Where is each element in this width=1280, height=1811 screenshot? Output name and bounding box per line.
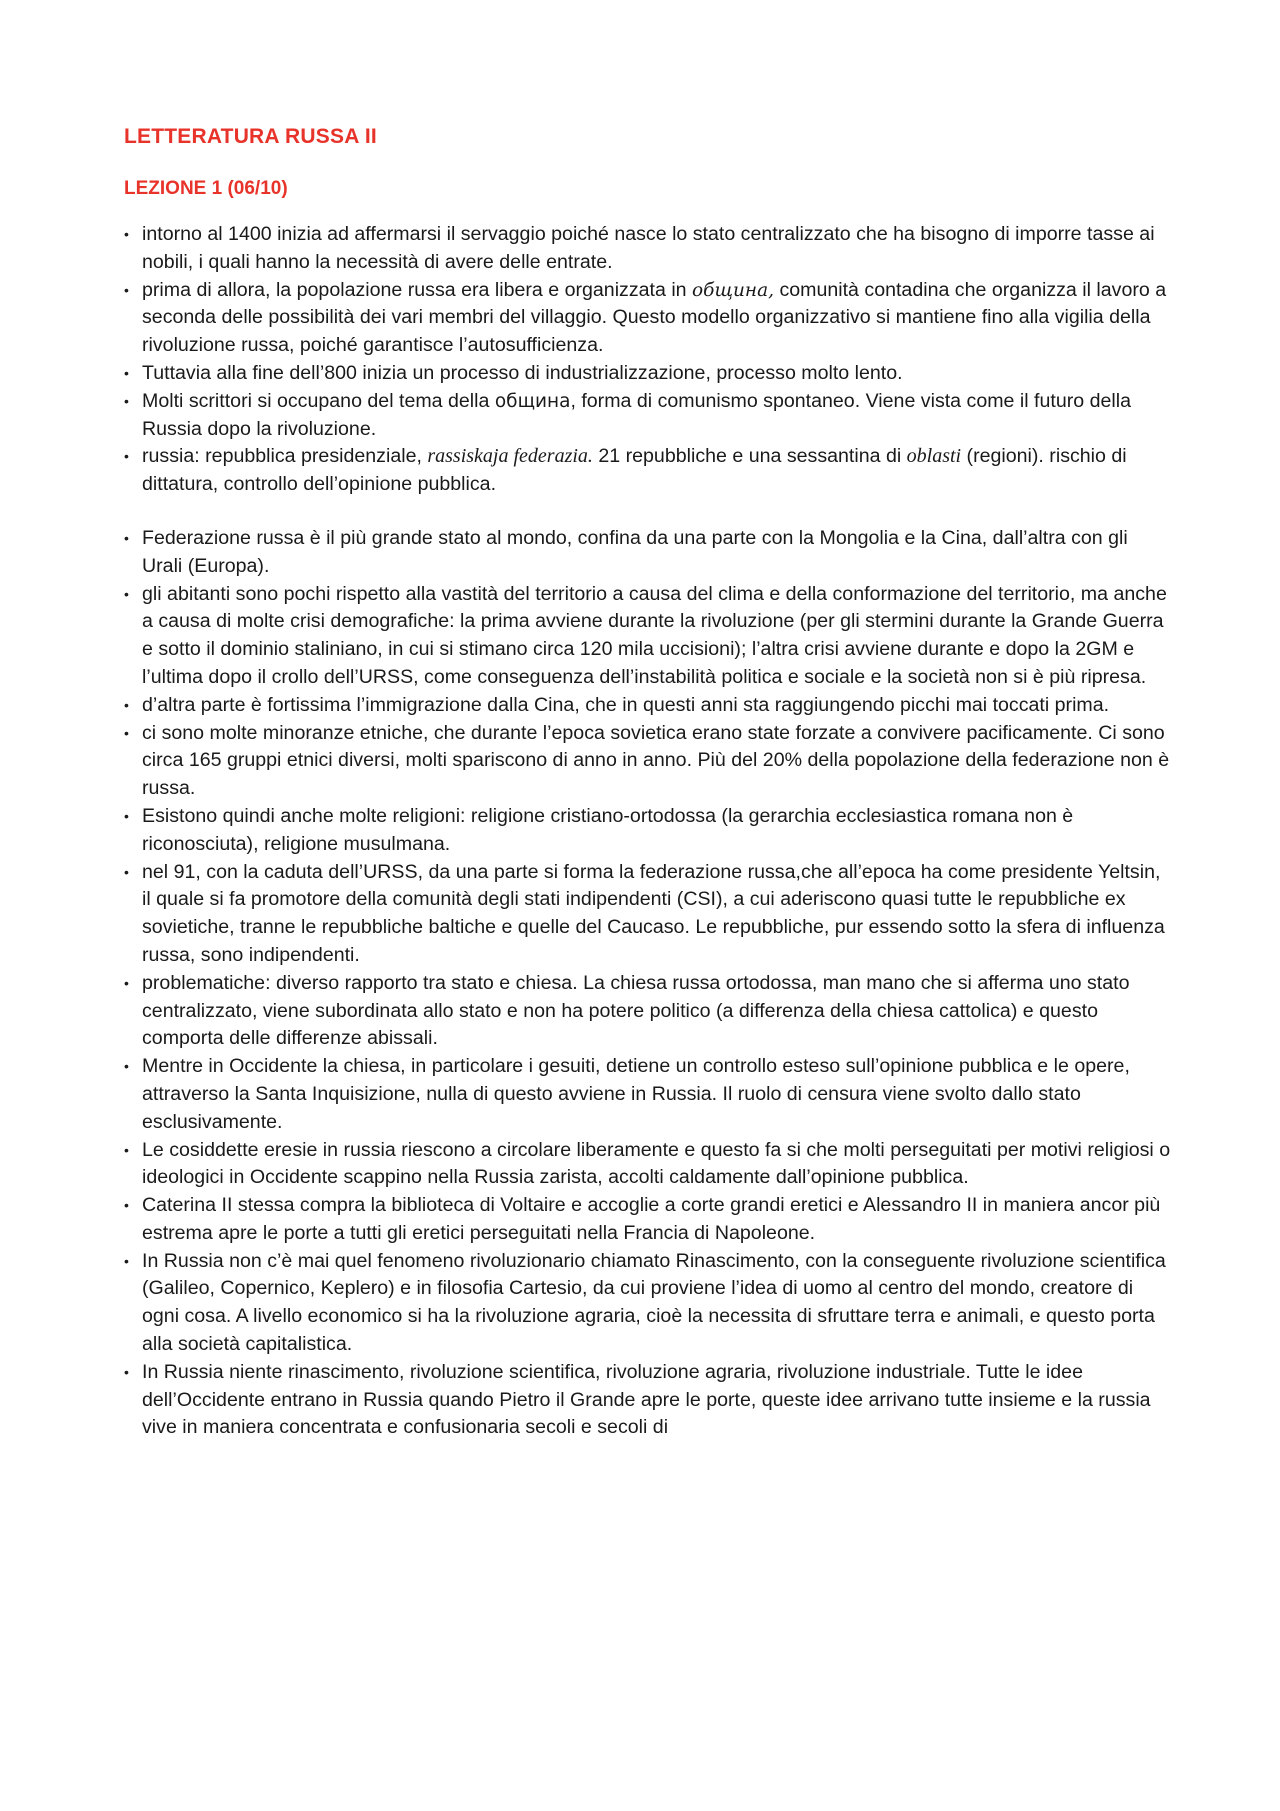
bullet-item xyxy=(124,1248,1172,1359)
bullet-list-intro xyxy=(124,221,1172,499)
bullet-text: problematiche: diverso rapporto tra stato e chiesa. La chiesa russa ortodossa, man mano che si afferma uno stato centralizzato, viene subordinata allo stato e non ha potere politico (a differenza della chiesa cattolica) e questo comporta delle differenze abissali. xyxy=(142,971,1130,1050)
bullet-term: rassiskaja federazia. xyxy=(427,445,593,468)
bullet-dot-icon: • xyxy=(124,364,129,381)
bullet-text: russia: repubblica presidenziale, xyxy=(142,445,428,468)
bullet-text: gli abitanti sono pochi rispetto alla vastità del territorio a causa del clima e della conformazione del territorio, ma anche a causa di molte crisi demografiche: la prima avviene durante la rivoluzione (per gli stermini durante la Grande Guerra e sotto il dominio staliniano, in cui si stimano circa 120 mila uccisioni); l’altra crisi avviene durante e dopo la 2GM e l’ultima dopo il crollo dell’URSS, come conseguenza dell’instabilità politica e sociale e la società non si è più ripresa. xyxy=(142,582,1167,688)
bullet-list-federation xyxy=(124,525,1172,1442)
bullet-dot-icon: • xyxy=(124,1197,129,1214)
bullet-item xyxy=(124,581,1172,692)
bullet-item xyxy=(124,1192,1172,1248)
bullet-text: , forma di comunismo spontaneo. Viene vista come il futuro della Russia dopo la rivoluzione. xyxy=(142,389,1131,440)
bullet-dot-icon: • xyxy=(124,226,129,242)
bullet-item xyxy=(124,360,1172,388)
bullet-item xyxy=(124,720,1172,803)
bullet-text: Caterina II stessa compra la biblioteca di Voltaire e accoglie a corte grandi eretici e Alessandro II in maniera ancor più estrema apre le porte a tutti gli eretici perseguitati nella Francia di Napoleone. xyxy=(142,1194,1161,1244)
bullet-text: Le cosiddette eresie in russia riescono a circolare liberamente e questo fa si che molti perseguitati per motivi religiosi o ideologici in Occidente scappino nella Russia zarista, accolti caldamente dall’opinione pubblica. xyxy=(142,1138,1171,1189)
bullet-text: Mentre in Occidente la chiesa, in particolare i gesuiti, detiene un controllo esteso sull’opinione pubblica e le opere, attraverso la Santa Inquisizione, nulla di questo avviene in Russia. Il ruolo di censura viene svolto dallo stato esclusivamente. xyxy=(142,1055,1130,1133)
bullet-dot-icon: • xyxy=(124,281,129,298)
bullet-item xyxy=(124,443,1172,499)
bullet-text: (regioni). rischio di dittatura, controllo dell’opinione pubblica. xyxy=(142,445,1127,496)
bullet-text: 21 repubbliche e una sessantina di xyxy=(592,445,907,468)
bullet-item xyxy=(124,859,1172,970)
bullet-dot-icon: • xyxy=(124,696,129,713)
bullet-text: comunità contadina che organizza il lavoro a seconda delle possibilità dei vari membri del villaggio. Questo modello organizzativo si mantiene fino alla vigilia della rivoluzione russa, poiché garantisce l’autosufficienza. xyxy=(142,278,1167,357)
bullet-text: Esistono quindi anche molte religioni: religione cristiano-ortodossa (la gerarchia ecclesiastica romana non è riconosciuta), religione musulmana. xyxy=(142,804,1074,855)
bullet-dot-icon: • xyxy=(124,807,129,824)
bullet-text: intorno al 1400 inizia ad affermarsi il servaggio poiché nasce lo stato centralizzato che ha bisogno di imporre tasse ai nobili, i quali hanno la necessità di avere delle entrate. xyxy=(142,223,1155,273)
bullet-item xyxy=(124,221,1172,277)
bullet-dot-icon: • xyxy=(124,1252,129,1269)
bullet-text: ci sono molte minoranze etniche, che durante l’epoca sovietica erano state forzate a convivere pacificamente. Ci sono circa 165 gruppi etnici diversi, molti spariscono di anno in anno. Più del 20% della popolazione della federazione non è russa. xyxy=(142,721,1170,800)
bullet-text: Tuttavia alla fine dell’800 inizia un processo di industrializzazione, processo molto lento. xyxy=(142,361,903,384)
bullet-dot-icon: • xyxy=(124,529,129,546)
bullet-item xyxy=(124,1137,1172,1193)
bullet-item xyxy=(124,1359,1172,1442)
bullet-dot-icon: • xyxy=(124,448,129,465)
bullet-text: d’altra parte è fortissima l’immigrazione dalla Cina, che in questi anni sta raggiungendo picchi mai toccati prima. xyxy=(142,693,1110,716)
bullet-dot-icon: • xyxy=(124,1363,129,1380)
bullet-item xyxy=(124,277,1172,360)
bullet-item xyxy=(124,525,1172,581)
document-title: LETTERATURA RUSSA II xyxy=(124,125,377,148)
bullet-text: prima di allora, la popolazione russa era libera e organizzata in xyxy=(142,278,693,301)
bullet-item xyxy=(124,1053,1172,1136)
bullet-dot-icon: • xyxy=(124,974,129,991)
bullet-text: Molti scrittori si occupano del tema della xyxy=(142,389,495,412)
bullet-term: oblasti xyxy=(906,445,962,468)
bullet-dot-icon: • xyxy=(124,863,129,880)
bullet-text: In Russia niente rinascimento, rivoluzione scientifica, rivoluzione agraria, rivoluzione industriale. Tutte le idee dell’Occidente entrano in Russia quando Pietro il Grande apre le porte, queste idee arrivano tutte insieme e la russia vive in maniera concentrata e confusionaria secoli e secoli di xyxy=(142,1360,1151,1439)
bullet-dot-icon: • xyxy=(124,392,129,409)
bullet-item xyxy=(124,803,1172,859)
bullet-dot-icon: • xyxy=(124,1058,129,1075)
bullet-item xyxy=(124,388,1172,444)
lesson-title: LEZIONE 1 (06/10) xyxy=(124,178,288,199)
bullet-term: община xyxy=(494,390,571,412)
bullet-dot-icon: • xyxy=(124,1141,129,1158)
bullet-text: In Russia non c’è mai quel fenomeno rivoluzionario chiamato Rinascimento, con la conseguente rivoluzione scientifica (Galileo, Copernico, Keplero) e in filosofia Cartesio, da cui proviene l’idea di uomo al centro del mondo, creatore di ogni cosa. A livello economico si ha la rivoluzione agraria, cioè la necessita di sfruttare terra e animali, e questo porta alla società capitalistica. xyxy=(142,1249,1166,1356)
bullet-text: nel 91, con la caduta dell’URSS, da una parte si forma la federazione russa,che all’epoca ha come presidente Yeltsin, il quale si fa promotore della comunità degli stati indipendenti (CSI), a cui aderiscono quasi tutte le repubbliche ex sovietiche, tranne le repubbliche baltiche e quelle del Caucaso. Le repubbliche, pur essendo sotto la sfera di influenza russa, sono indipendenti. xyxy=(142,860,1165,966)
document-page xyxy=(124,118,1172,1442)
bullet-term: община, xyxy=(692,279,774,301)
bullet-item xyxy=(124,970,1172,1053)
bullet-text: Federazione russa è il più grande stato al mondo, confina da una parte con la Mongolia e la Cina, dall’altra con gli Urali (Europa). xyxy=(142,526,1128,577)
bullet-item xyxy=(124,692,1172,720)
bullet-dot-icon: • xyxy=(124,585,129,602)
bullet-dot-icon: • xyxy=(124,724,129,741)
